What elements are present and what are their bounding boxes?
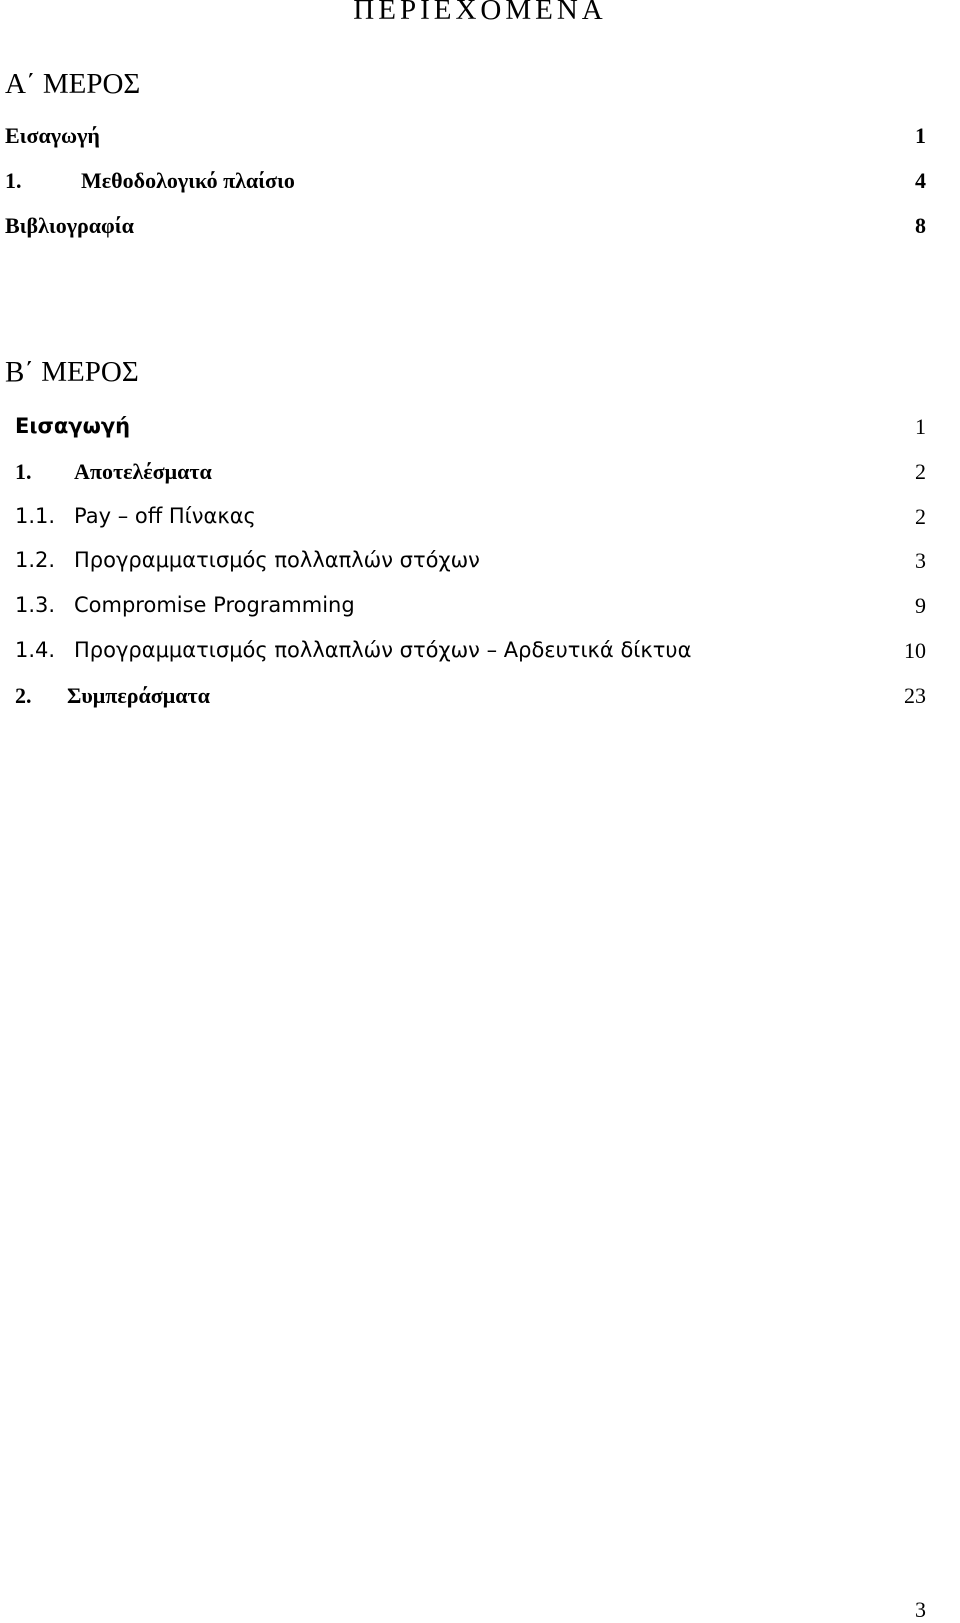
toc-entry-b-1-3[interactable]: [0, 593, 960, 623]
toc-entry-label: Compromise Programming: [74, 593, 355, 617]
toc-entry-b-1-4[interactable]: [0, 638, 960, 668]
toc-entry-label: Pay – off Πίνακας: [74, 504, 256, 528]
toc-entry-b-1-1[interactable]: [0, 504, 960, 534]
toc-title: ΠΕΡΙΕΧΟΜΕΝΑ: [353, 0, 607, 26]
toc-entry-page: 2: [915, 504, 926, 529]
toc-entry-label: Συμπεράσματα: [67, 683, 210, 708]
toc-entry-page: 1: [915, 414, 926, 439]
part-b-heading: Β΄ ΜΕΡΟΣ: [5, 356, 139, 388]
page-number: 3: [915, 1597, 926, 1622]
toc-entry-label: Μεθοδολογικό πλαίσιο: [81, 168, 295, 193]
toc-entry-page: 9: [915, 593, 926, 618]
toc-entry-number: 1.3.: [15, 593, 56, 617]
toc-entry-page: 8: [915, 213, 926, 238]
toc-entry-page: 10: [904, 638, 926, 663]
toc-entry-label: Προγραμματισμός πολλαπλών στόχων: [74, 548, 480, 572]
toc-entry-number: 1.: [5, 168, 22, 193]
part-a-heading: Α΄ ΜΕΡΟΣ: [5, 68, 141, 100]
toc-entry-number: 2.: [15, 683, 32, 708]
toc-entry-a-intro[interactable]: [0, 123, 960, 153]
toc-entry-page: 23: [904, 683, 926, 708]
toc-entry-page: 4: [915, 168, 926, 193]
toc-entry-number: 1.4.: [15, 638, 56, 662]
toc-entry-label: Αποτελέσματα: [74, 459, 212, 484]
toc-entry-number: 1.2.: [15, 548, 56, 572]
toc-entry-number: 1.: [15, 459, 32, 484]
toc-entry-label: Εισαγωγή: [5, 123, 100, 148]
toc-entry-page: 3: [915, 548, 926, 573]
toc-entry-page: 2: [915, 459, 926, 484]
toc-entry-page: 1: [915, 123, 926, 148]
toc-entry-b-intro[interactable]: [0, 414, 960, 444]
toc-entry-label: Προγραμματισμός πολλαπλών στόχων – Αρδευτικά δίκτυα: [74, 638, 692, 662]
toc-entry-label: Εισαγωγή: [15, 414, 131, 438]
toc-entry-b-1[interactable]: [0, 459, 960, 489]
toc-entry-label: Βιβλιογραφία: [5, 213, 134, 238]
toc-entry-b-1-2[interactable]: [0, 548, 960, 578]
toc-entry-number: 1.1.: [15, 504, 56, 528]
toc-entry-b-2[interactable]: [0, 683, 960, 713]
toc-entry-a-1[interactable]: [0, 168, 960, 198]
toc-entry-a-bibliography[interactable]: [0, 213, 960, 243]
